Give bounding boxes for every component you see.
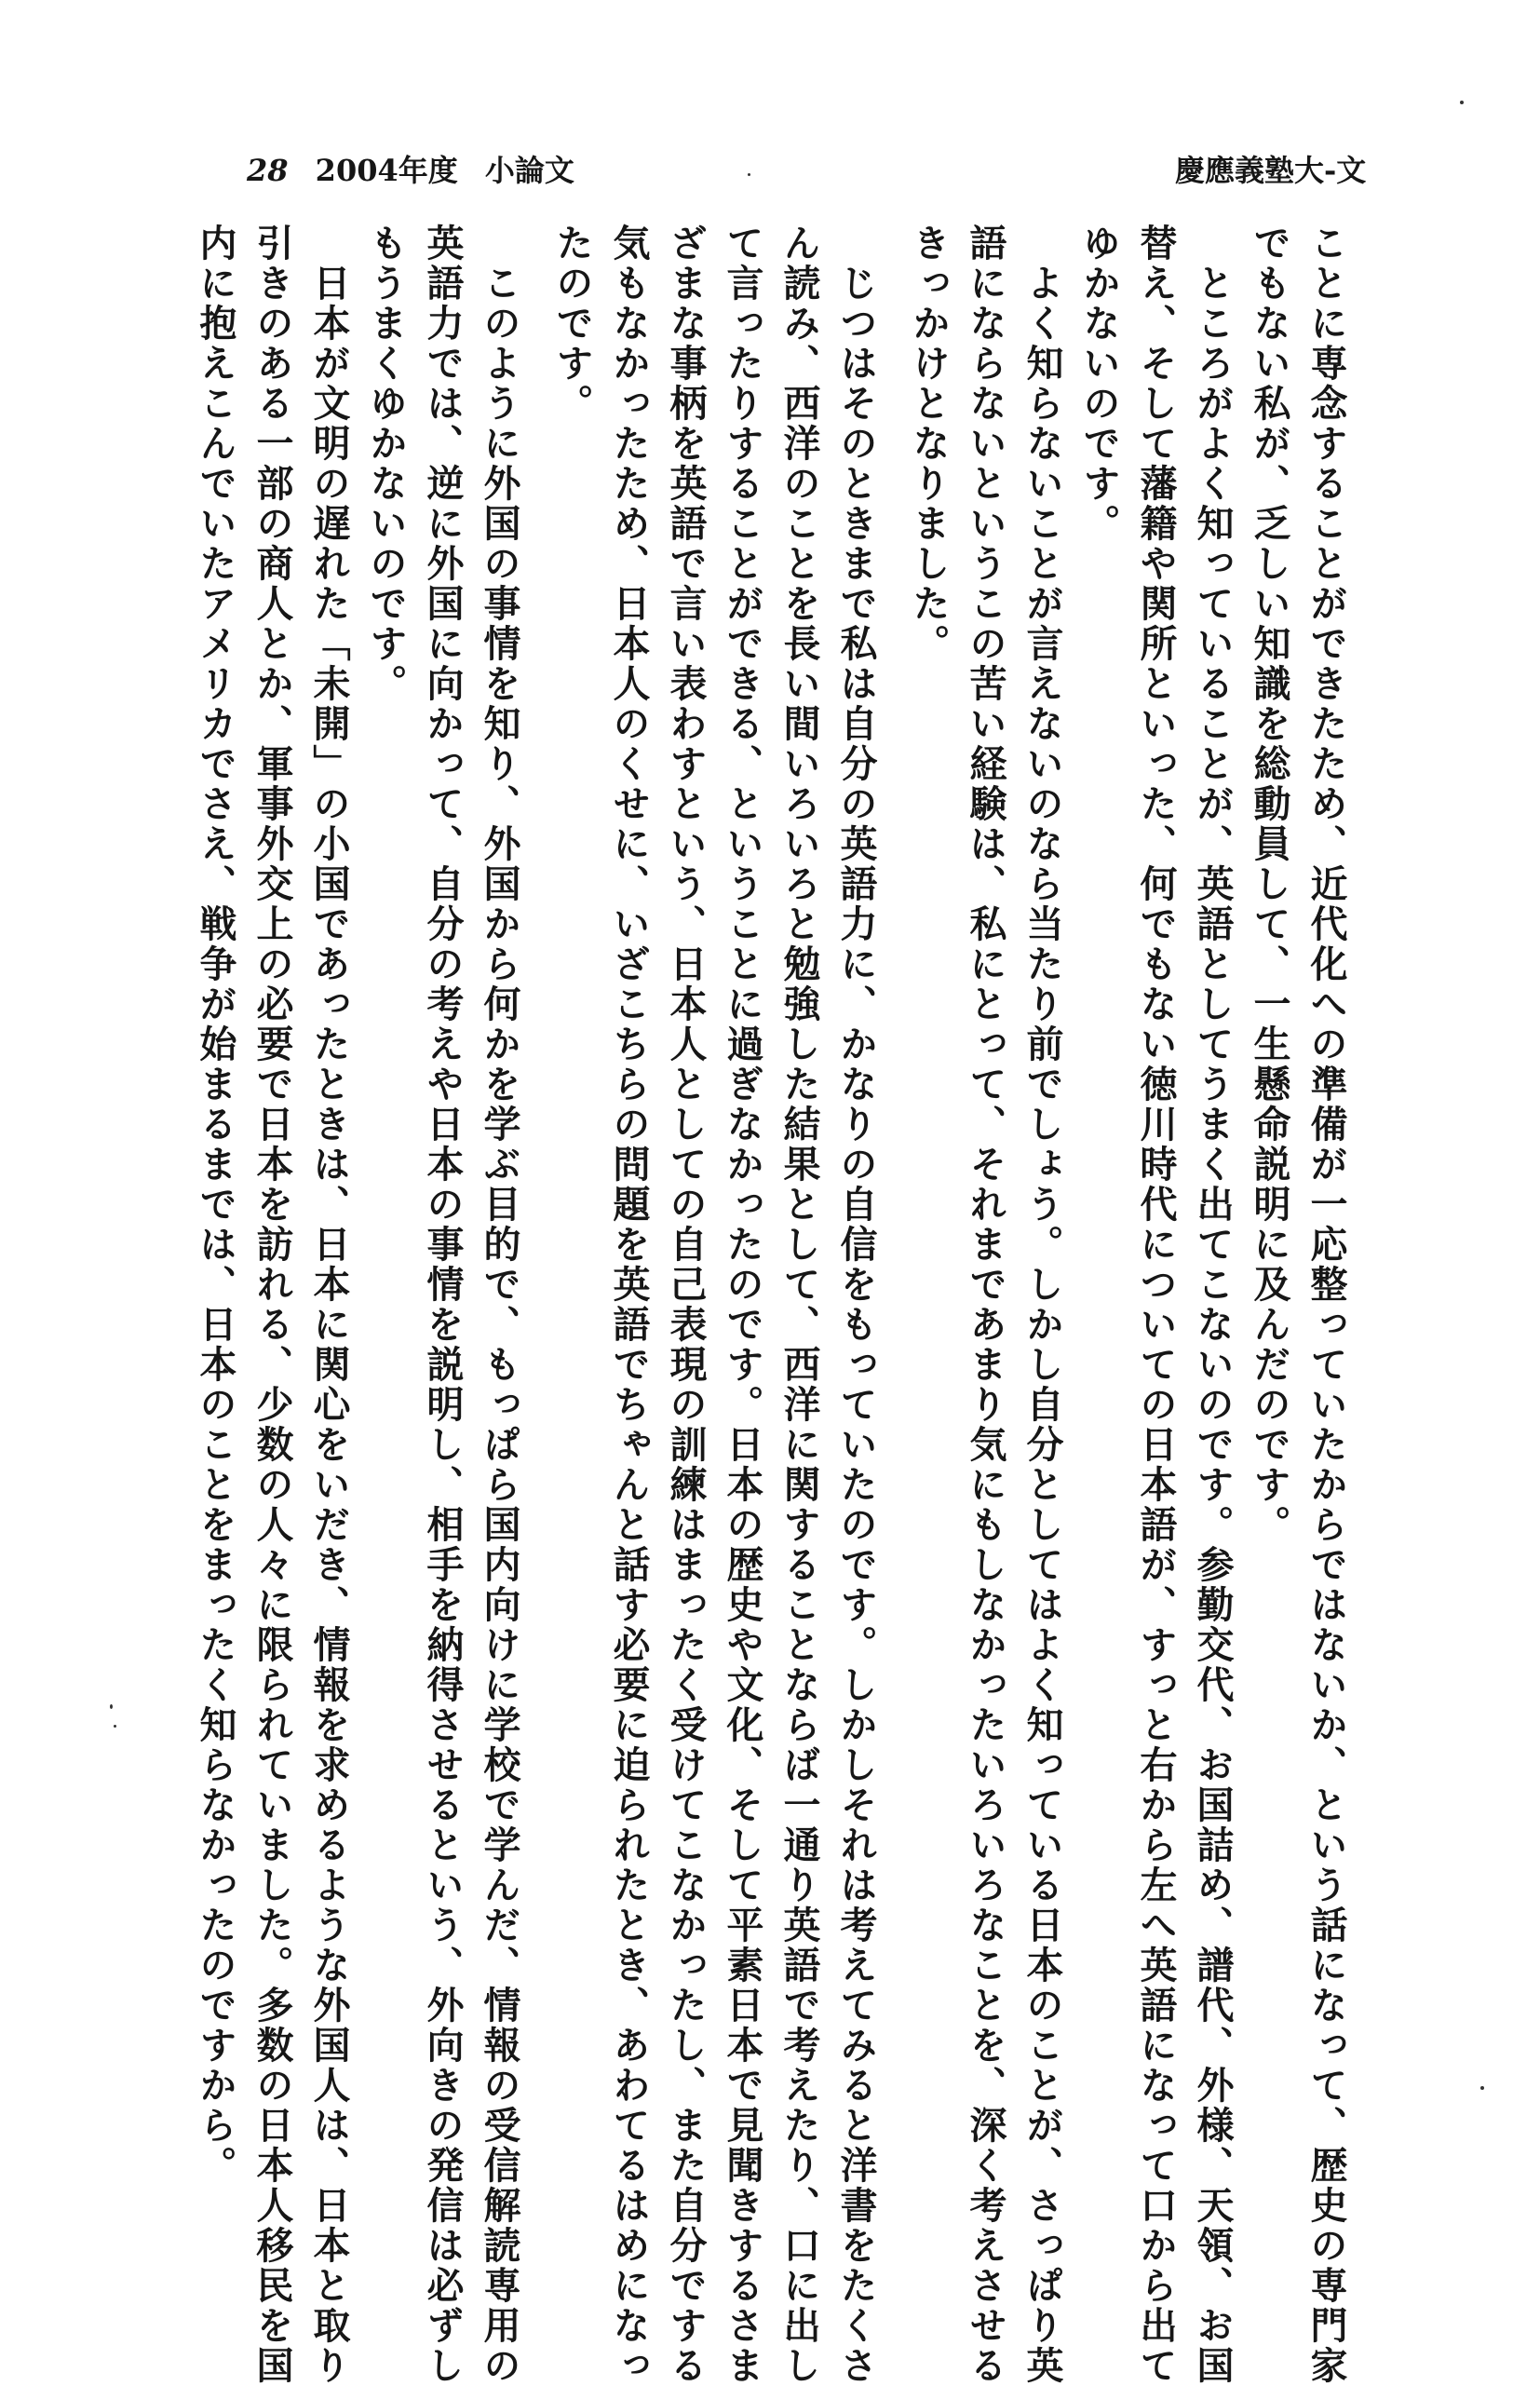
text-column: 日本が文明の遅れた「未開」の小国であったときは、日本に関心をいだき、情報を求めるような外国人は、日本と取り	[307, 224, 351, 2386]
text-column: ざまな事柄を英語で言い表わすという、日本人としての自己表現の訓練はまったく受けてこなかったし、また自分でする	[664, 224, 708, 2386]
text-column: よく知らないことが言えないのなら当たり前でしょう。しかし自分としてはよく知っている日本のことが、さっぱり英	[1020, 224, 1064, 2386]
text-column: て言ったりすることができる、ということに過ぎなかったのです。日本の歴史や文化、そして平素日本で見聞きするさま	[721, 224, 764, 2386]
text-column: ゆかないのです。	[1077, 224, 1121, 544]
text-column: 内に抱えこんでいたアメリカでさえ、戦争が始まるまでは、日本のことをまったく知らなかったのですから。	[194, 224, 237, 2186]
scan-speck	[748, 173, 750, 176]
page-number: 28	[247, 153, 289, 188]
text-column: でもない私が、乏しい知識を総動員して、一生懸命説明に及んだのです。	[1248, 224, 1291, 1545]
text-column: じつはそのときまで私は自分の英語力に、かなりの自信をもっていたのです。しかしそれは考えてみると洋書をたくさ	[834, 224, 878, 2386]
text-column: ん読み、西洋のことを長い間いろいろと勉強した結果として、西洋に関することならば一通り英語で考えたり、口に出し	[777, 224, 821, 2386]
scan-speck	[114, 1725, 116, 1728]
header-left	[247, 147, 591, 190]
text-column: 気もなかったため、日本人のくせに、いざこちらの問題を英語でちゃんと話す必要に迫られたとき、あわてるはめになっ	[607, 224, 651, 2386]
text-column: もうまくゆかないのです。	[364, 224, 408, 704]
text-column: 語にならないというこの苦い経験は、私にとって、それまであまり気にもしなかったいろいろなことを、深く考えさせる	[964, 224, 1007, 2386]
school-name: 慶應義塾大-文	[1175, 153, 1367, 188]
scan-speck	[1480, 2086, 1484, 2090]
text-column: きっかけとなりました。	[907, 224, 951, 664]
text-column: 引きのある一部の商人とか、軍事外交上の必要で日本を訪れる、少数の人々に限られていました。多数の日本人移民を国	[250, 224, 294, 2386]
text-column: ことに専念することができたため、近代化への準備が一応整っていたからではないか、という話になって、歴史の専門家	[1304, 224, 1348, 2386]
text-column: ところがよく知っていることが、英語としてうまく出てこないのです。参勤交代、お国詰め、譜代、外様、天領、お国	[1191, 224, 1235, 2386]
text-column: たのです。	[550, 224, 594, 424]
exam-year: 2004年度	[315, 153, 458, 188]
scan-speck	[110, 1704, 113, 1709]
text-column: 替え、そして藩籍や関所といった、何でもない徳川時代についての日本語が、すっと右から左へ英語になって口から出て	[1134, 224, 1178, 2386]
text-column: 英語力では、逆に外国に向かって、自分の考えや日本の事情を説明し、相手を納得させるという、外向きの発信は必ずし	[421, 224, 465, 2386]
exam-subject: 小論文	[484, 153, 574, 188]
page-header	[0, 147, 1540, 194]
text-column: このように外国の事情を知り、外国から何かを学ぶ目的で、もっぱら国内向けに学校で学んだ、情報の受信解読専用の	[478, 224, 521, 2386]
essay-body	[194, 224, 1348, 2386]
scan-speck	[1460, 101, 1464, 104]
